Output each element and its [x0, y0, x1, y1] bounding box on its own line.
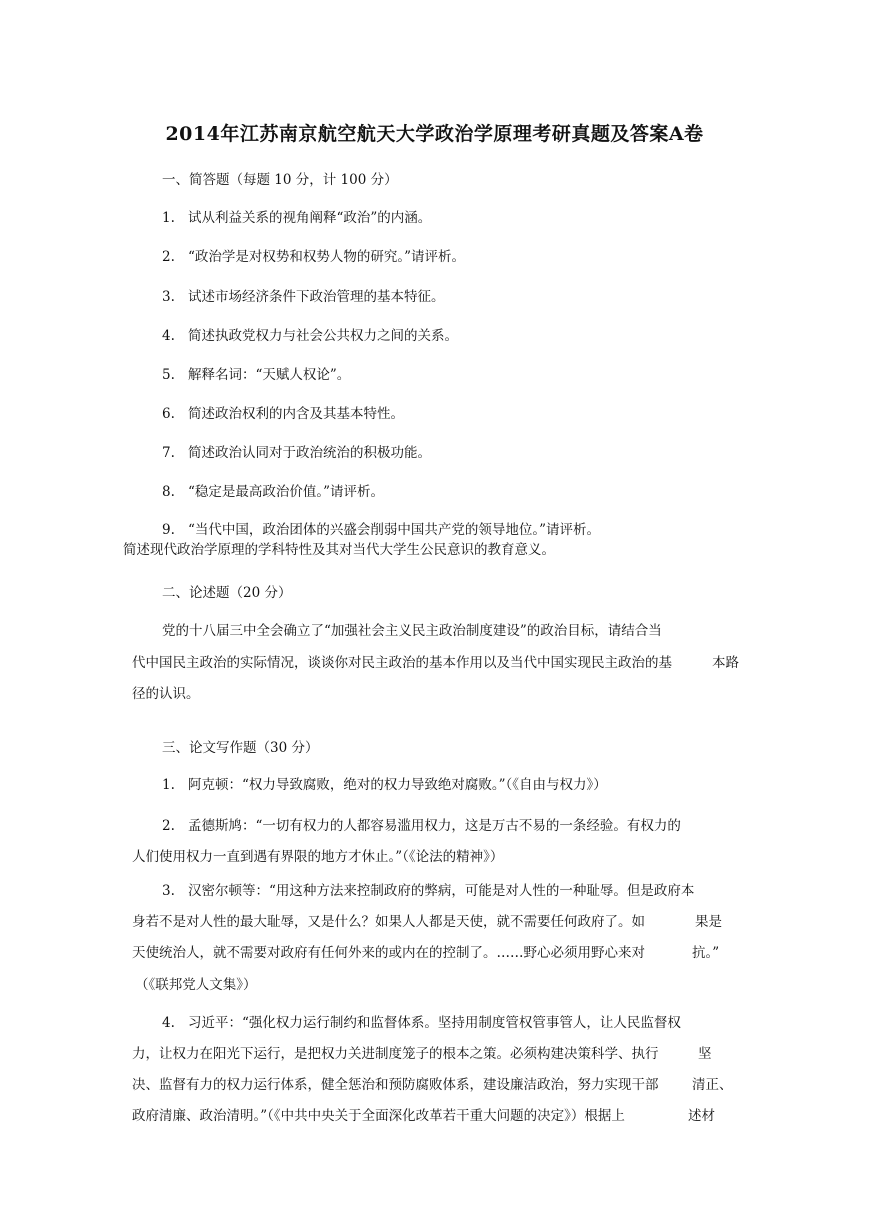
- section2-heading: 二、论述题（20 分）: [162, 585, 292, 601]
- section3-item-2-line-1: [162, 817, 681, 835]
- section3-item-3-line-2: 身若不是对人性的最大耻辱，又是什么？如果人人都是天使，就不需要任何政府了。如: [132, 914, 645, 930]
- section1-item-4: [162, 327, 458, 345]
- section1-item-10: 简述现代政治学原理的学科特性及其对当代大学生公民意识的教育意义。: [123, 542, 555, 558]
- section3-item-4-line-3: 决、监督有力的权力运行体系，健全惩治和预防腐败体系，建设廉洁政治，努力实现干部: [132, 1077, 659, 1093]
- section3-item-4-line-4: 政府清廉、政治清明。”（《中共中央关于全面深化改革若干重大问题的决定》）根据上: [132, 1108, 625, 1124]
- section1-item-6: [162, 405, 404, 423]
- section1-item-3: [162, 288, 445, 306]
- item-number: 4.: [162, 1015, 175, 1031]
- section3-heading: 三、论文写作题（30 分）: [162, 740, 319, 756]
- item-number: 7.: [162, 445, 175, 461]
- item-number: 3.: [162, 289, 175, 305]
- section3-item-3-line-4: （《联邦党人文集》）: [135, 977, 257, 993]
- item-number: 3.: [162, 883, 175, 899]
- section2-line-2: [132, 654, 672, 672]
- item-text: 简述政治权利的内含及其基本特性。: [188, 406, 404, 422]
- section3-item-2-line-2: 人们使用权力一直到遇有界限的地方才休止。”（《论法的精神》）: [132, 849, 504, 865]
- section3-item-1: [162, 776, 607, 794]
- section3-item-3-line-2-tail: 果是: [695, 914, 722, 930]
- section3-item-4-line-1: [162, 1014, 681, 1032]
- item-number: 1.: [162, 210, 175, 226]
- item-number: 1.: [162, 777, 175, 793]
- item-text: “政治学是对权势和权势人物的研究。”请评析。: [188, 249, 466, 265]
- section3-item-4-line-3-tail: 清正、: [692, 1077, 733, 1093]
- item-text: 简述执政党权力与社会公共权力之间的关系。: [188, 328, 458, 344]
- item-text: “稳定是最高政治价值。”请评析。: [188, 484, 385, 500]
- item-text: 汉密尔顿等：“用这种方法来控制政府的弊病，可能是对人性的一种耻辱。但是政府本: [188, 883, 695, 899]
- item-number: 2.: [162, 818, 175, 834]
- section1-item-8: [162, 483, 384, 501]
- section3-item-4-line-4-tail: 述材: [688, 1108, 715, 1124]
- item-number: 4.: [162, 328, 175, 344]
- item-number: 5.: [162, 367, 175, 383]
- item-text: 简述政治认同对于政治统治的积极功能。: [188, 445, 431, 461]
- item-text: “当代中国，政治团体的兴盛会削弱中国共产党的领导地位。”请评析。: [188, 522, 601, 538]
- text-segment: 代中国民主政治的实际情况，谈谈你对民主政治的基本作用以及当代中国实现民主政治的基: [132, 655, 672, 671]
- section3-item-4-line-2: 力，让权力在阳光下运行，是把权力关进制度笼子的根本之策。必须构建决策科学、执行: [132, 1046, 659, 1062]
- item-text: 阿克顿：“权力导致腐败，绝对的权力导致绝对腐败。”（《自由与权力》）: [188, 777, 607, 793]
- item-text: 孟德斯鸠：“一切有权力的人都容易滥用权力，这是万古不易的一条经验。有权力的: [188, 818, 681, 834]
- section3-item-3-line-3: 天使统治人，就不需要对政府有任何外来的或内在的控制了。……野心必须用野心来对: [132, 945, 645, 961]
- document-title: 2014年江苏南京航空航天大学政治学原理考研真题及答案A卷: [165, 123, 704, 145]
- section2-line-1: 党的十八届三中全会确立了“加强社会主义民主政治制度建设”的政治目标，请结合当: [162, 623, 662, 639]
- item-number: 8.: [162, 484, 175, 500]
- section1-item-5: [162, 366, 350, 384]
- item-number: 2.: [162, 249, 175, 265]
- section1-item-2: [162, 248, 465, 266]
- item-text: 试述市场经济条件下政治管理的基本特征。: [188, 289, 445, 305]
- item-number: 6.: [162, 406, 175, 422]
- section1-heading: 一、简答题（每题 10 分，计 100 分）: [162, 172, 398, 188]
- item-text: 试从利益关系的视角阐释“政治”的内涵。: [188, 210, 432, 226]
- section3-item-3-line-3-tail: 抗。”: [692, 945, 720, 961]
- section2-line-3: 径的认识。: [132, 686, 200, 702]
- section1-item-9: [162, 521, 600, 539]
- section1-item-7: [162, 444, 431, 462]
- item-text: 习近平：“强化权力运行制约和监督体系。坚持用制度管权管事管人，让人民监督权: [188, 1015, 681, 1031]
- section3-item-3-line-1: [162, 882, 694, 900]
- section1-item-1: [162, 209, 431, 227]
- section3-item-4-line-2-tail: 坚: [698, 1046, 712, 1062]
- item-number: 9.: [162, 522, 175, 538]
- section2-line-2-tail: 本路: [712, 655, 739, 671]
- item-text: 解释名词：“天赋人权论”。: [188, 367, 351, 383]
